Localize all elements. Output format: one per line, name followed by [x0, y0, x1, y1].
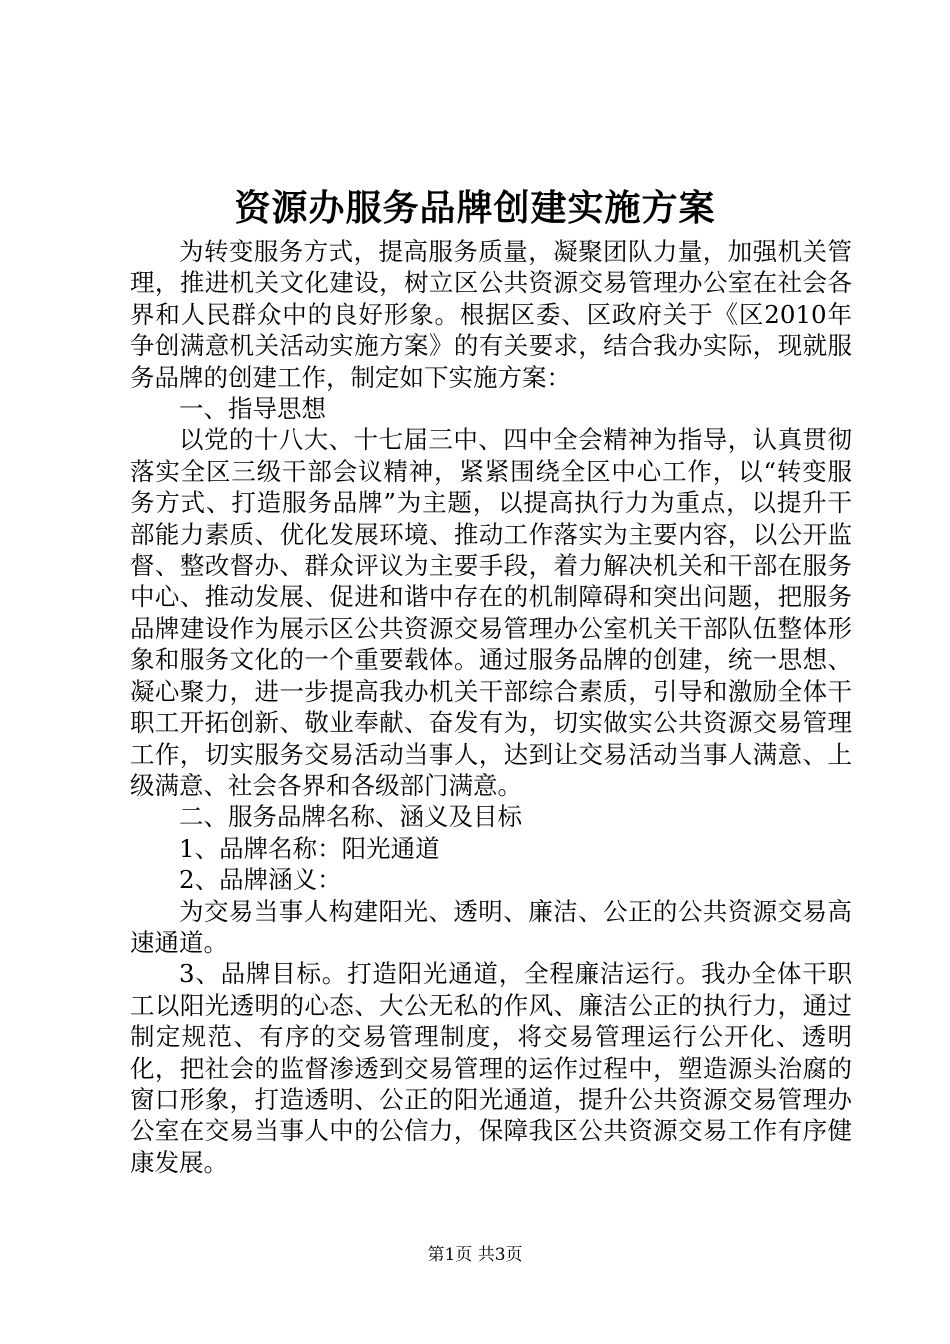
document-body	[130, 236, 852, 1178]
document-title: 资源办服务品牌创建实施方案	[234, 187, 716, 229]
paragraph-brand-name: 1、品牌名称：阳光通道	[179, 833, 440, 863]
page-number: 第1页 共3页	[427, 1245, 523, 1265]
paragraph-brand-meaning: 为交易当事人构建阳光、透明、廉洁、公正的公共资源交易高速通道。	[130, 896, 852, 957]
paragraph-intro: 为转变服务方式，提高服务质量，凝聚团队力量，加强机关管理，推进机关文化建设，树立区公共资源交易管理办公室在社会各界和人民群众中的良好形象。根据区委、区政府关于《区2010年争创满意机关活动实施方案》的有关要求，结合我办实际，现就服务品牌的创建工作，制定如下实施方案：	[130, 237, 852, 392]
paragraph-brand-goal: 3、品牌目标。打造阳光通道，全程廉洁运行。我办全体干职工以阳光透明的心态、大公无私的作风、廉洁公正的执行力，通过制定规范、有序的交易管理制度，将交易管理运行公开化、透明化，把社会的监督渗透到交易管理的运作过程中，塑造源头治腐的窗口形象，打造透明、公正的阳光通道，提升公共资源交易管理办公室在交易当事人中的公信力，保障我区公共资源交易工作有序健康发展。	[130, 959, 852, 1177]
section-heading-brand: 二、服务品牌名称、涵义及目标	[179, 802, 522, 832]
paragraph-brand-meaning-label: 2、品牌涵义：	[179, 865, 342, 895]
section-heading-guiding-ideology: 一、指导思想	[179, 394, 326, 424]
paragraph-guiding-ideology: 以党的十八大、十七届三中、四中全会精神为指导，认真贯彻落实全区三级干部会议精神，紧紧围绕全区中心工作，以“转变服务方式、打造服务品牌”为主题，以提高执行力为重点，以提升干部能力素质、优化发展环境、推动工作落实为主要内容，以公开监督、整改督办、群众评议为主要手段，着力解决机关和干部在服务中心、推动发展、促进和谐中存在的机制障碍和突出问题，把服务品牌建设作为展示区公共资源交易管理办公室机关干部队伍整体形象和服务文化的一个重要载体。通过服务品牌的创建，统一思想、凝心聚力，进一步提高我办机关干部综合素质，引导和激励全体干职工开拓创新、敬业奉献、奋发有为，切实做实公共资源交易管理工作，切实服务交易活动当事人，达到让交易活动当事人满意、上级满意、社会各界和各级部门满意。	[130, 425, 852, 800]
